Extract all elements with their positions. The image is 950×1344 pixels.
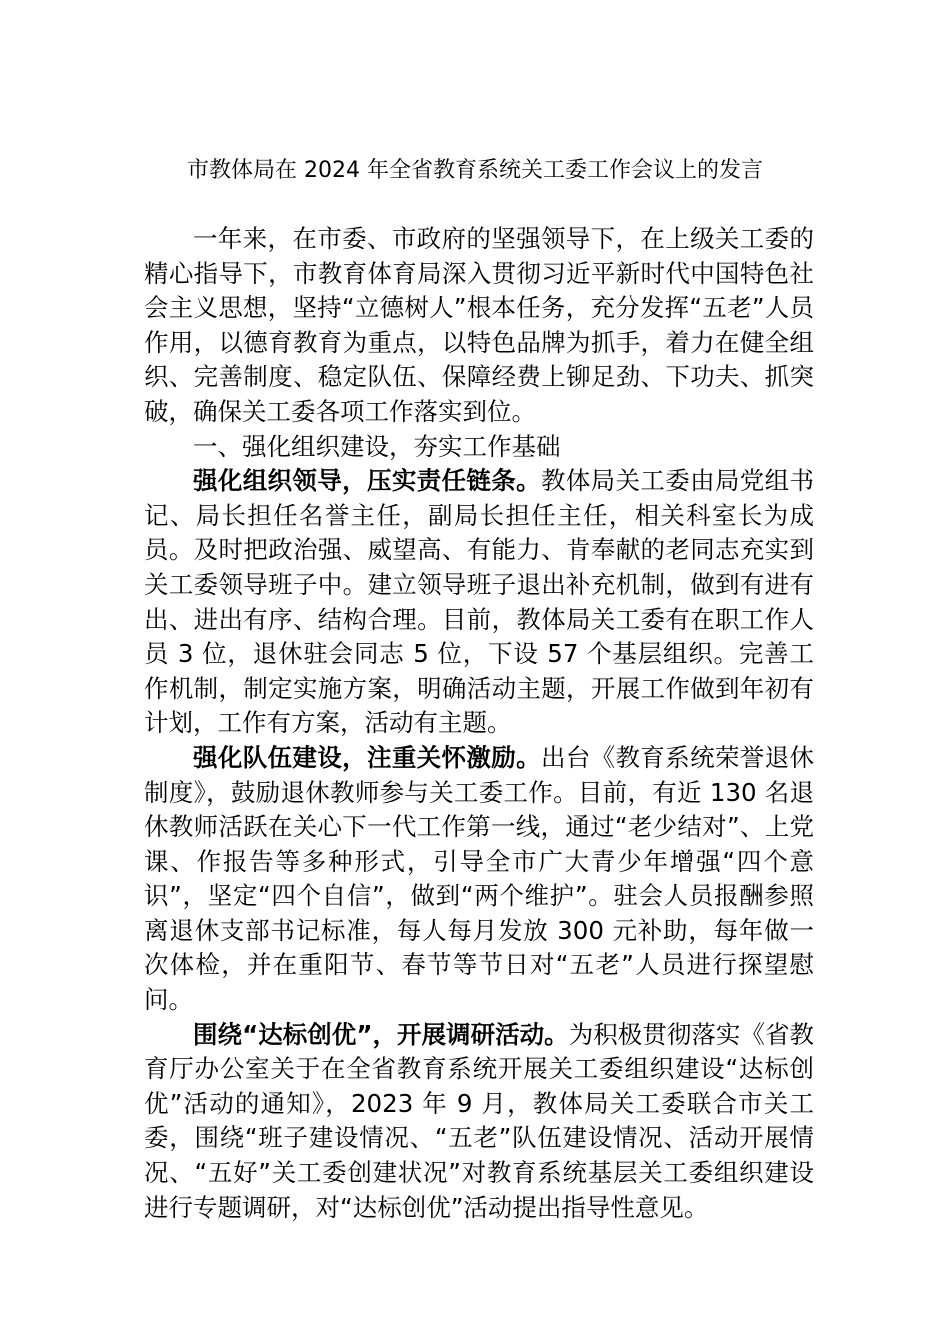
- section-heading: [144, 430, 814, 465]
- paragraph-lead: 强化组织领导，压实责任链条。: [193, 466, 541, 496]
- section-heading-text: 一、强化组织建设，夯实工作基础: [193, 431, 561, 461]
- paragraph-organization-leadership: [144, 464, 814, 741]
- paragraph-text: 为积极贯彻落实《省教育厅办公室关于在全省教育系统开展关工委组织建设“达标创优”活动的通知》，2023 年 9 月，教体局关工委联合市关工委，围绕“班子建设情况、“五老”队伍建设情况、活动开展情况、“五好”关工委创建状况”对教育系统基层关工委组织建设进行专题调研，对“达标创优”活动提出指导性意见。: [144, 1019, 815, 1222]
- paragraph-lead: 强化队伍建设，注重关怀激励。: [193, 742, 541, 772]
- paragraph-text: 出台《教育系统荣誉退休制度》，鼓励退休教师参与关工委工作。目前，有近 130 名退休教师活跃在关心下一代工作第一线，通过“老少结对”、上党课、作报告等多种形式，引导全市广大青少年增强“四个意识”，坚定“四个自信”，做到“两个维护”。驻会人员报酬参照离退休支部书记标准，每人每月发放 300 元补助，每年做一次体检，并在重阳节、春节等节日对“五老”人员进行探望慰问。: [144, 742, 815, 1015]
- paragraph-lead: 围绕“达标创优”，开展调研活动。: [193, 1019, 569, 1049]
- paragraph-text: 教体局关工委由局党组书记、局长担任名誉主任，副局长担任主任，相关科室长为成员。及时把政治强、威望高、有能力、肯奉献的老同志充实到关工委领导班子中。建立领导班子退出补充机制，做到有进有出、进出有序、结构合理。目前，教体局关工委有在职工作人员 3 位，退休驻会同志 5 位，下设 57 个基层组织。完善工作机制，制定实施方案，明确活动主题，开展工作做到年初有计划，工作有方案，活动有主题。: [144, 466, 815, 738]
- document-body: [144, 222, 814, 1225]
- paragraph-research-activity: [144, 1018, 814, 1226]
- paragraph-team-building: [144, 741, 814, 1018]
- paragraph-intro: [144, 222, 814, 430]
- paragraph-text: 一年来，在市委、市政府的坚强领导下，在上级关工委的精心指导下，市教育体育局深入贯彻习近平新时代中国特色社会主义思想，坚持“立德树人”根本任务，充分发挥“五老”人员作用，以德育教育为重点，以特色品牌为抓手，着力在健全组织、完善制度、稳定队伍、保障经费上铆足劲、下功夫、抓突破，确保关工委各项工作落实到位。: [144, 224, 814, 426]
- document-title: 市教体局在 2024 年全省教育系统关工委工作会议上的发言: [187, 158, 763, 183]
